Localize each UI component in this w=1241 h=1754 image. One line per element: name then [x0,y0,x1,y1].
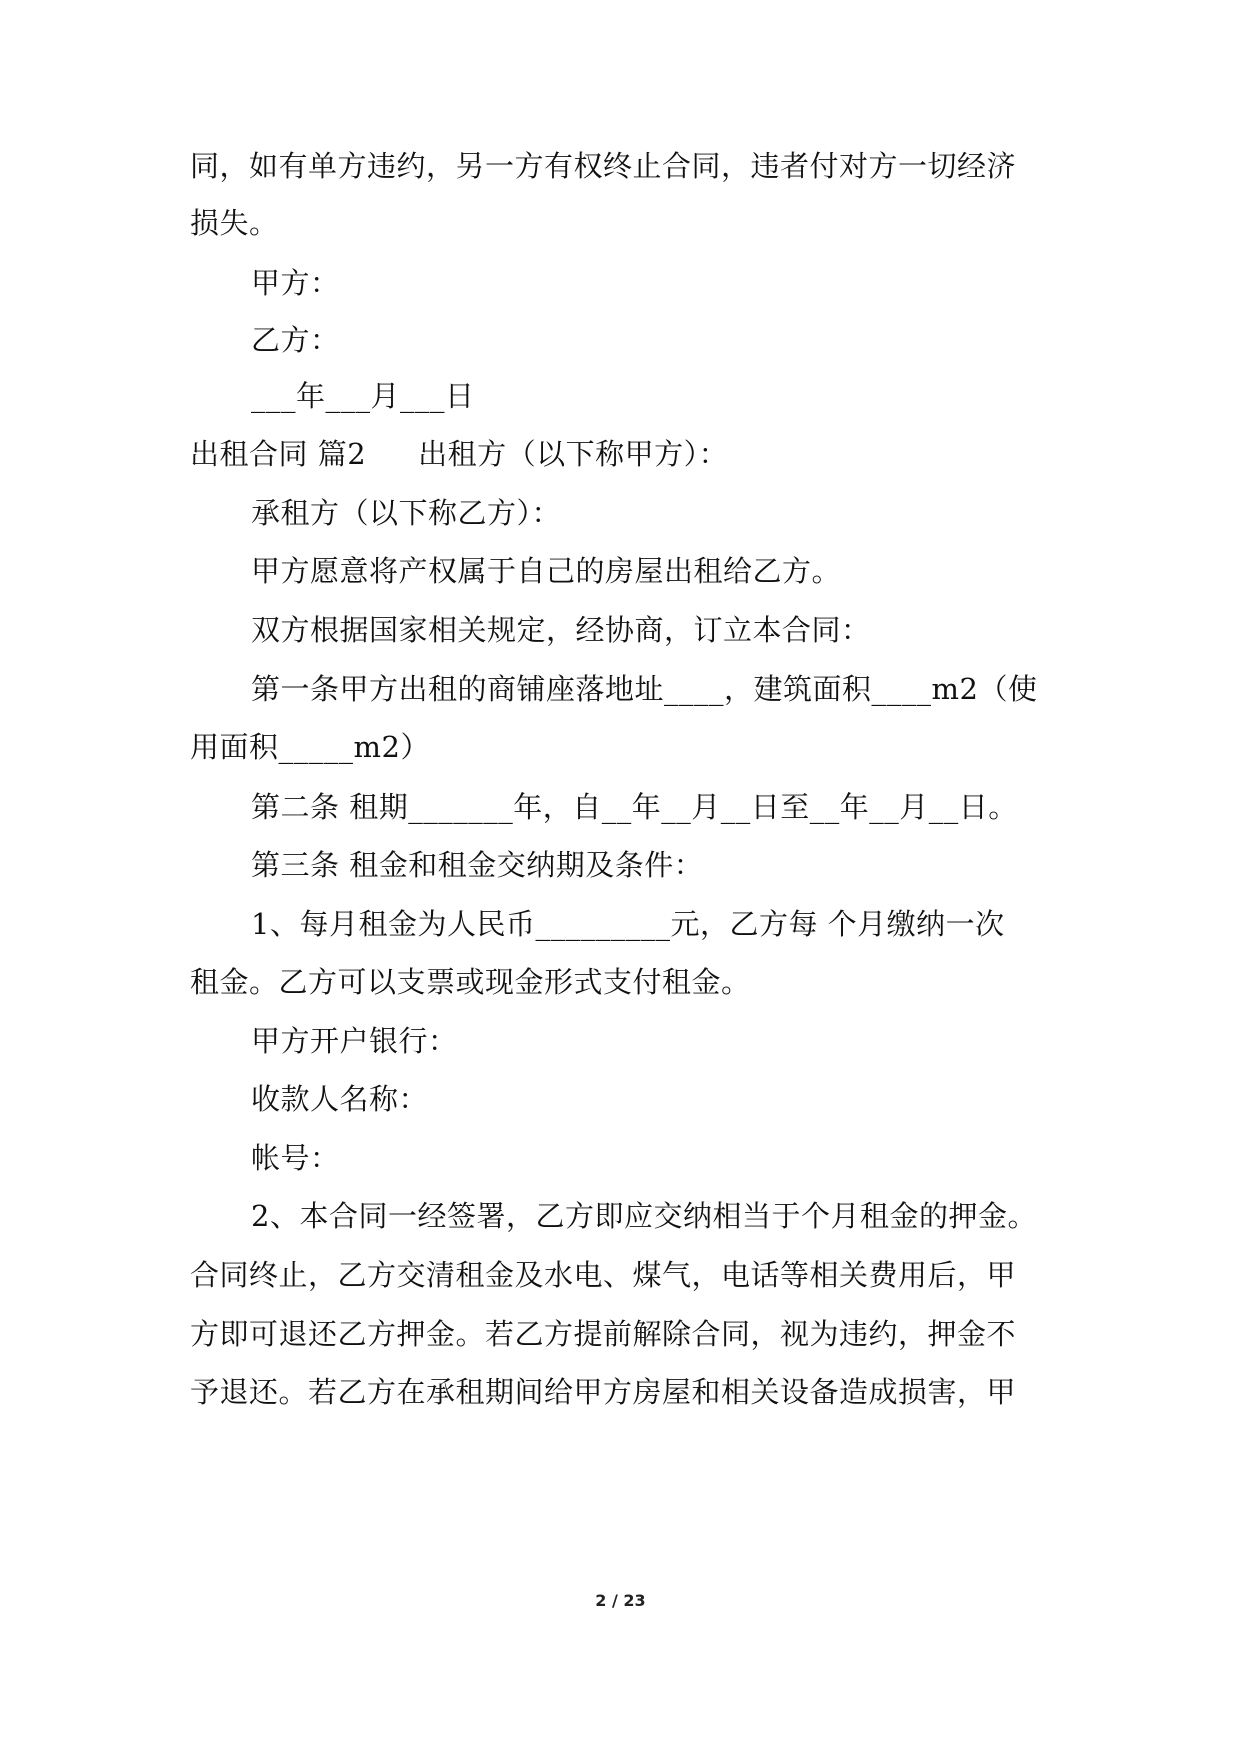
payee-label: 收款人名称： [251,1082,429,1116]
body-text-line: 双方根据国家相关规定，经协商，订立本合同： [251,613,871,647]
rent-clause-line: 1、每月租金为人民币_________元，乙方每 个月缴纳一次 [251,907,1005,941]
section-heading: 出租合同 篇2 [190,437,367,471]
body-text-line: 损失。 [190,206,279,240]
deposit-clause-line: 方即可退还乙方押金。若乙方提前解除合同，视为违约，押金不 [190,1317,1017,1351]
deposit-clause-line: 2、本合同一经签署，乙方即应交纳相当于个月租金的押金。 [251,1199,1037,1233]
party-b-label: 乙方： [251,323,340,357]
article-1-line: 用面积_____m2） [190,730,430,764]
article-1-line: 第一条甲方出租的商铺座落地址____，建筑面积____m2（使 [251,672,1038,706]
lessee-label: 承租方（以下称乙方）： [251,496,562,530]
article-3-line: 第三条 租金和租金交纳期及条件： [251,848,704,882]
deposit-clause-line: 合同终止，乙方交清租金及水电、煤气，电话等相关费用后，甲 [190,1258,1017,1292]
body-text-line: 甲方愿意将产权属于自己的房屋出租给乙方。 [251,554,842,588]
body-text-line: 同，如有单方违约，另一方有权终止合同，违者付对方一切经济 [190,149,1017,183]
article-2-line: 第二条 租期_______年，自__年__月__日至__年__月__日。 [251,790,1018,824]
lessor-label: 出租方（以下称甲方）： [418,437,729,471]
rent-clause-line: 租金。乙方可以支票或现金形式支付租金。 [190,965,751,999]
party-a-label: 甲方： [251,266,340,300]
bank-label: 甲方开户银行： [251,1024,458,1058]
date-line: ___年___月___日 [251,379,475,413]
deposit-clause-line: 予退还。若乙方在承租期间给甲方房屋和相关设备造成损害，甲 [190,1375,1017,1409]
account-label: 帐号： [251,1141,340,1175]
section-heading-line [190,434,728,474]
page-number: 2 / 23 [595,1591,646,1610]
